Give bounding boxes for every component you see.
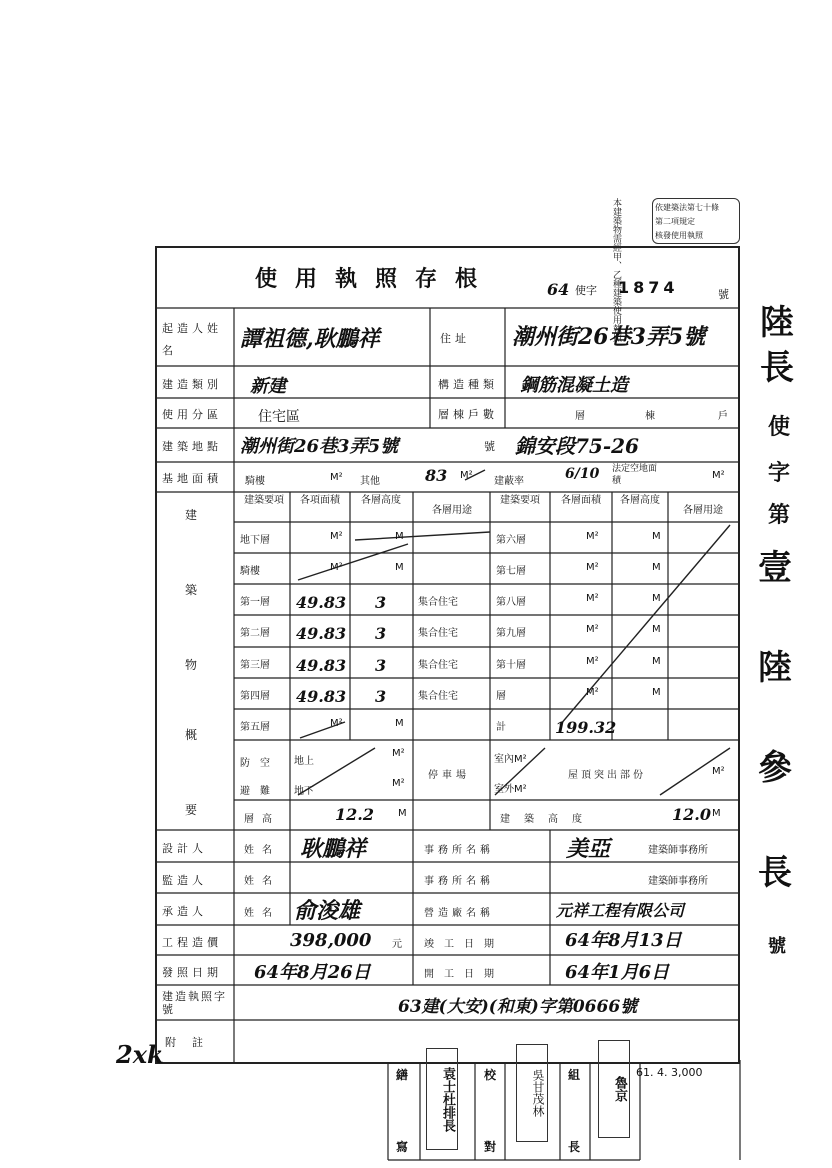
side-char: 字 xyxy=(768,460,791,486)
shelter-below: 地下 xyxy=(294,786,314,797)
remark-label: 附註 xyxy=(165,1036,219,1049)
permit-label: 建造執照字號 xyxy=(162,990,227,1016)
floor-height: 3 xyxy=(375,687,387,706)
footer-code: 61. 4. 3,000 xyxy=(636,1066,703,1079)
header-cell: 各層用途 xyxy=(683,505,723,516)
floor-height: 3 xyxy=(375,656,387,675)
contractor-name: 俞浚雄 xyxy=(294,898,361,924)
issue-label: 發照日期 xyxy=(162,966,222,979)
permit-page: 本建築物需經甲、乙種建築使用執照 依建築法第七十條 第二項規定 核發使用執照 使用執照存根 64 使字 1874 號 起造人姓名 譚祖德,耿鵬祥 住址 潮州街26巷3弄5號 建造類別 新建 構造種類 鋼筋混凝土造 使用分區 住宅區 層棟戶數 層 棟 戶 建築地點 潮州街26巷3弄5號 號 錦安段75-26 基地面積 騎樓 M² 其他 83 M² 建蔽率 6/10 法定空地面積 M² 建 築 物 概 要 建築要項 各項面積 各層高度 各層用途 建築要項 各層面積 各層高度 各層用途 防空避難 地上 地下 M² M² 停車場 室內M² 室外M² 屋頂突出部份 M² 層高 12.2 M 建築高度 12.0 M 設計人 姓名 耿鵬祥 事務所名稱 美亞 建築師事務所 監造人 姓名 事務所名稱 建築師事務所 承造人 姓名 俞浚雄 營造廠名稱 元祥工程有限公司 工程造價 398,000 元 竣工日期 64年8月13日 發照日期 64年8月26日 開工日期 64年1月6日 建造執照字號 63建(大安)(和東)字第0666號 附註 繕 寫 袁士杜排長 校 對 吳甘茂林 組 長 魯京 61. 4. 3,000 2xk 陸 長 使 字 第 壹 陸 參 長 號 地下層 M² M 騎樓 M² M 第一層 49.83 3 集合住宅 第二層 49.83 3 集合住宅 第三層 49.83 3 集合住宅 第四層 49.83 3 集合住宅 第五層 M² M 第六層 M² M 第七層 M² M 第八層 M² M 第九層 M² M 第十層 M² M 層 M² M 計 199.32 xyxy=(0,0,832,1168)
floor-name: 第二層 xyxy=(240,628,270,639)
floor-area: M² xyxy=(586,562,599,573)
side-char: 陸 xyxy=(758,648,792,688)
issue-value: 64年8月26日 xyxy=(254,962,371,983)
side-char: 壹 xyxy=(758,548,792,588)
floor-name: 層 xyxy=(496,691,506,702)
parking-out: 室外M² xyxy=(494,784,527,795)
building-height-label: 建築高度 xyxy=(500,814,596,825)
floor-name: 騎樓 xyxy=(240,566,260,577)
contractor-name-label: 姓名 xyxy=(244,908,280,919)
top-note-line: 本建築物需經甲、乙種建築使用執照 xyxy=(611,198,621,342)
office-label: 事務所名稱 xyxy=(424,845,494,856)
site-item: M² xyxy=(460,470,473,481)
top-box-line: 核發使用執照 xyxy=(655,231,703,240)
office-suffix: 建築師事務所 xyxy=(648,845,708,856)
floor-name: 第六層 xyxy=(496,535,526,546)
floor-height: M xyxy=(652,593,661,604)
floor-name: 第八層 xyxy=(496,597,526,608)
floor-name: 第五層 xyxy=(240,722,270,733)
location-label: 建築地點 xyxy=(162,440,222,453)
floor-height: M xyxy=(652,687,661,698)
number-prefix: 64 xyxy=(547,280,570,299)
header-cell: 各項面積 xyxy=(300,495,340,506)
use-zone-label: 使用分區 xyxy=(162,408,222,421)
side-char: 第 xyxy=(768,502,791,528)
top-box-line: 依建築法第七十條 xyxy=(655,203,719,212)
unit-m2: M² xyxy=(392,748,405,759)
header-cell: 建築要項 xyxy=(500,495,540,506)
office-value: 美亞 xyxy=(566,836,611,862)
side-char: 號 xyxy=(768,936,786,957)
margin-mark: 2xk xyxy=(116,1040,164,1069)
permit-number: 1874 xyxy=(618,278,679,297)
checker-label: 校 xyxy=(484,1068,497,1082)
floor-area: 49.83 xyxy=(296,593,347,612)
floor-area: 49.83 xyxy=(296,656,347,675)
header-cell: 建築要項 xyxy=(244,495,284,506)
location-value: 潮州街26巷3弄5號 xyxy=(240,436,399,457)
checker-tail: 對 xyxy=(484,1140,497,1154)
floor-area: M² xyxy=(330,531,343,542)
floor-area: M² xyxy=(586,687,599,698)
cost-value: 398,000 xyxy=(290,930,372,951)
floor-name: 第四層 xyxy=(240,691,270,702)
floor-use: 集合住宅 xyxy=(418,691,458,702)
floors-unit: 戶 xyxy=(718,411,728,422)
side-char: 長 xyxy=(760,348,794,388)
floor-area: 49.83 xyxy=(296,624,347,643)
number-suffix: 號 xyxy=(718,288,729,301)
completion-value: 64年8月13日 xyxy=(565,930,682,951)
build-type-value: 新建 xyxy=(250,376,286,397)
floor-height: M xyxy=(395,562,404,573)
use-zone-value: 住宅區 xyxy=(258,409,300,425)
floors-label: 層棟戶數 xyxy=(438,408,498,421)
checker-stamp: 吳甘茂林 xyxy=(516,1044,548,1142)
lot-value: 錦安段75-26 xyxy=(515,434,639,458)
building-height-value: 12.0 xyxy=(672,805,711,824)
floors-unit: 棟 xyxy=(645,411,655,422)
floor-name: 第三層 xyxy=(240,660,270,671)
side-char: 參 xyxy=(758,748,792,788)
unit-m2: M² xyxy=(392,778,405,789)
cost-unit: 元 xyxy=(392,939,402,950)
floor-height: M xyxy=(652,656,661,667)
section-label: 組 xyxy=(568,1068,581,1082)
address-value: 潮州街26巷3弄5號 xyxy=(512,324,706,350)
shelter-above: 地上 xyxy=(294,756,314,767)
floor-area: M² xyxy=(330,562,343,573)
header-cell: 各層面積 xyxy=(561,495,601,506)
floor-area: 49.83 xyxy=(296,687,347,706)
company-value: 元祥工程有限公司 xyxy=(556,901,685,920)
clerk-stamp: 袁士杜排長 xyxy=(426,1048,458,1150)
completion-label: 竣工日期 xyxy=(424,939,504,950)
side-char: 長 xyxy=(758,853,792,893)
supervisor-name-label: 姓名 xyxy=(244,876,280,887)
side-char: 陸 xyxy=(760,303,794,343)
floor-height: M xyxy=(395,718,404,729)
supervisor-label: 監造人 xyxy=(162,874,207,887)
designer-name: 耿鵬祥 xyxy=(300,836,367,862)
header-cell: 各層高度 xyxy=(361,495,401,506)
floor-area: M² xyxy=(586,531,599,542)
roof-unit: M² xyxy=(712,766,725,777)
floor-area: M² xyxy=(586,624,599,635)
contractor-label: 承造人 xyxy=(162,905,207,918)
designer-label: 設計人 xyxy=(162,842,207,855)
lot-label: 號 xyxy=(484,440,499,453)
clerk-label: 繕 xyxy=(396,1068,409,1082)
number-mid: 使字 xyxy=(575,284,597,297)
floor-height: M xyxy=(652,531,661,542)
section-tail: 長 xyxy=(568,1140,581,1154)
supervisor-office-label: 事務所名稱 xyxy=(424,876,494,887)
floor-area: M² xyxy=(330,718,343,729)
company-label: 營造廠名稱 xyxy=(424,908,494,919)
site-item: 6/10 xyxy=(565,466,600,482)
site-item: M² xyxy=(330,472,343,483)
clerk-tail: 寫 xyxy=(396,1140,409,1154)
floor-height: M xyxy=(395,531,404,542)
floor-name: 計 xyxy=(496,722,506,733)
floor-height-value: 12.2 xyxy=(335,805,374,824)
floor-name: 第七層 xyxy=(496,566,526,577)
roof-label: 屋頂突出部份 xyxy=(568,770,646,781)
designer-name-label: 姓名 xyxy=(244,845,280,856)
builder-label: 起造人姓名 xyxy=(162,322,222,357)
header-cell: 各層高度 xyxy=(620,495,660,506)
floor-height: 3 xyxy=(375,593,387,612)
permit-value: 63建(大安)(和東)字第0666號 xyxy=(398,997,638,1017)
header-cell: 各層用途 xyxy=(432,505,472,516)
floor-name: 第一層 xyxy=(240,597,270,608)
floor-height: M xyxy=(652,562,661,573)
start-value: 64年1月6日 xyxy=(565,962,670,983)
floor-name: 地下層 xyxy=(240,535,270,546)
structure-label: 構造種類 xyxy=(438,378,498,391)
floor-use: 集合住宅 xyxy=(418,597,458,608)
top-box-line: 第二項規定 xyxy=(655,217,695,226)
address-label: 住址 xyxy=(440,332,470,345)
parking-label: 停車場 xyxy=(428,770,470,781)
start-label: 開工日期 xyxy=(424,969,504,980)
floor-name: 第九層 xyxy=(496,628,526,639)
floor-use: 集合住宅 xyxy=(418,660,458,671)
form-title: 使用執照存根 xyxy=(255,267,496,292)
builder-value: 譚祖德,耿鵬祥 xyxy=(240,326,380,352)
side-char: 使 xyxy=(768,414,791,440)
build-type-label: 建造類別 xyxy=(162,378,222,391)
floor-area: 199.32 xyxy=(555,718,617,737)
site-item: 騎樓 xyxy=(245,476,265,487)
floor-name: 第十層 xyxy=(496,660,526,671)
supervisor-suffix: 建築師事務所 xyxy=(648,876,708,887)
site-item: M² xyxy=(712,470,725,481)
floor-area: M² xyxy=(586,593,599,604)
floor-height: 3 xyxy=(375,624,387,643)
site-item: 法定空地面積 xyxy=(612,464,658,486)
floor-area: M² xyxy=(586,656,599,667)
floors-unit: 層 xyxy=(575,411,585,422)
shelter-label: 防空避難 xyxy=(240,758,280,797)
site-item: 83 xyxy=(425,466,448,485)
site-area-label: 基地面積 xyxy=(162,472,222,485)
floor-height-label: 層高 xyxy=(244,814,280,825)
structure-value: 鋼筋混凝土造 xyxy=(520,375,628,396)
section-stamp: 魯京 xyxy=(598,1040,630,1138)
floor-use: 集合住宅 xyxy=(418,628,458,639)
parking-in: 室內M² xyxy=(494,754,527,765)
floor-height: M xyxy=(652,624,661,635)
site-item: 其他 xyxy=(360,476,380,487)
site-item: 建蔽率 xyxy=(494,476,524,487)
cost-label: 工程造價 xyxy=(162,936,222,949)
